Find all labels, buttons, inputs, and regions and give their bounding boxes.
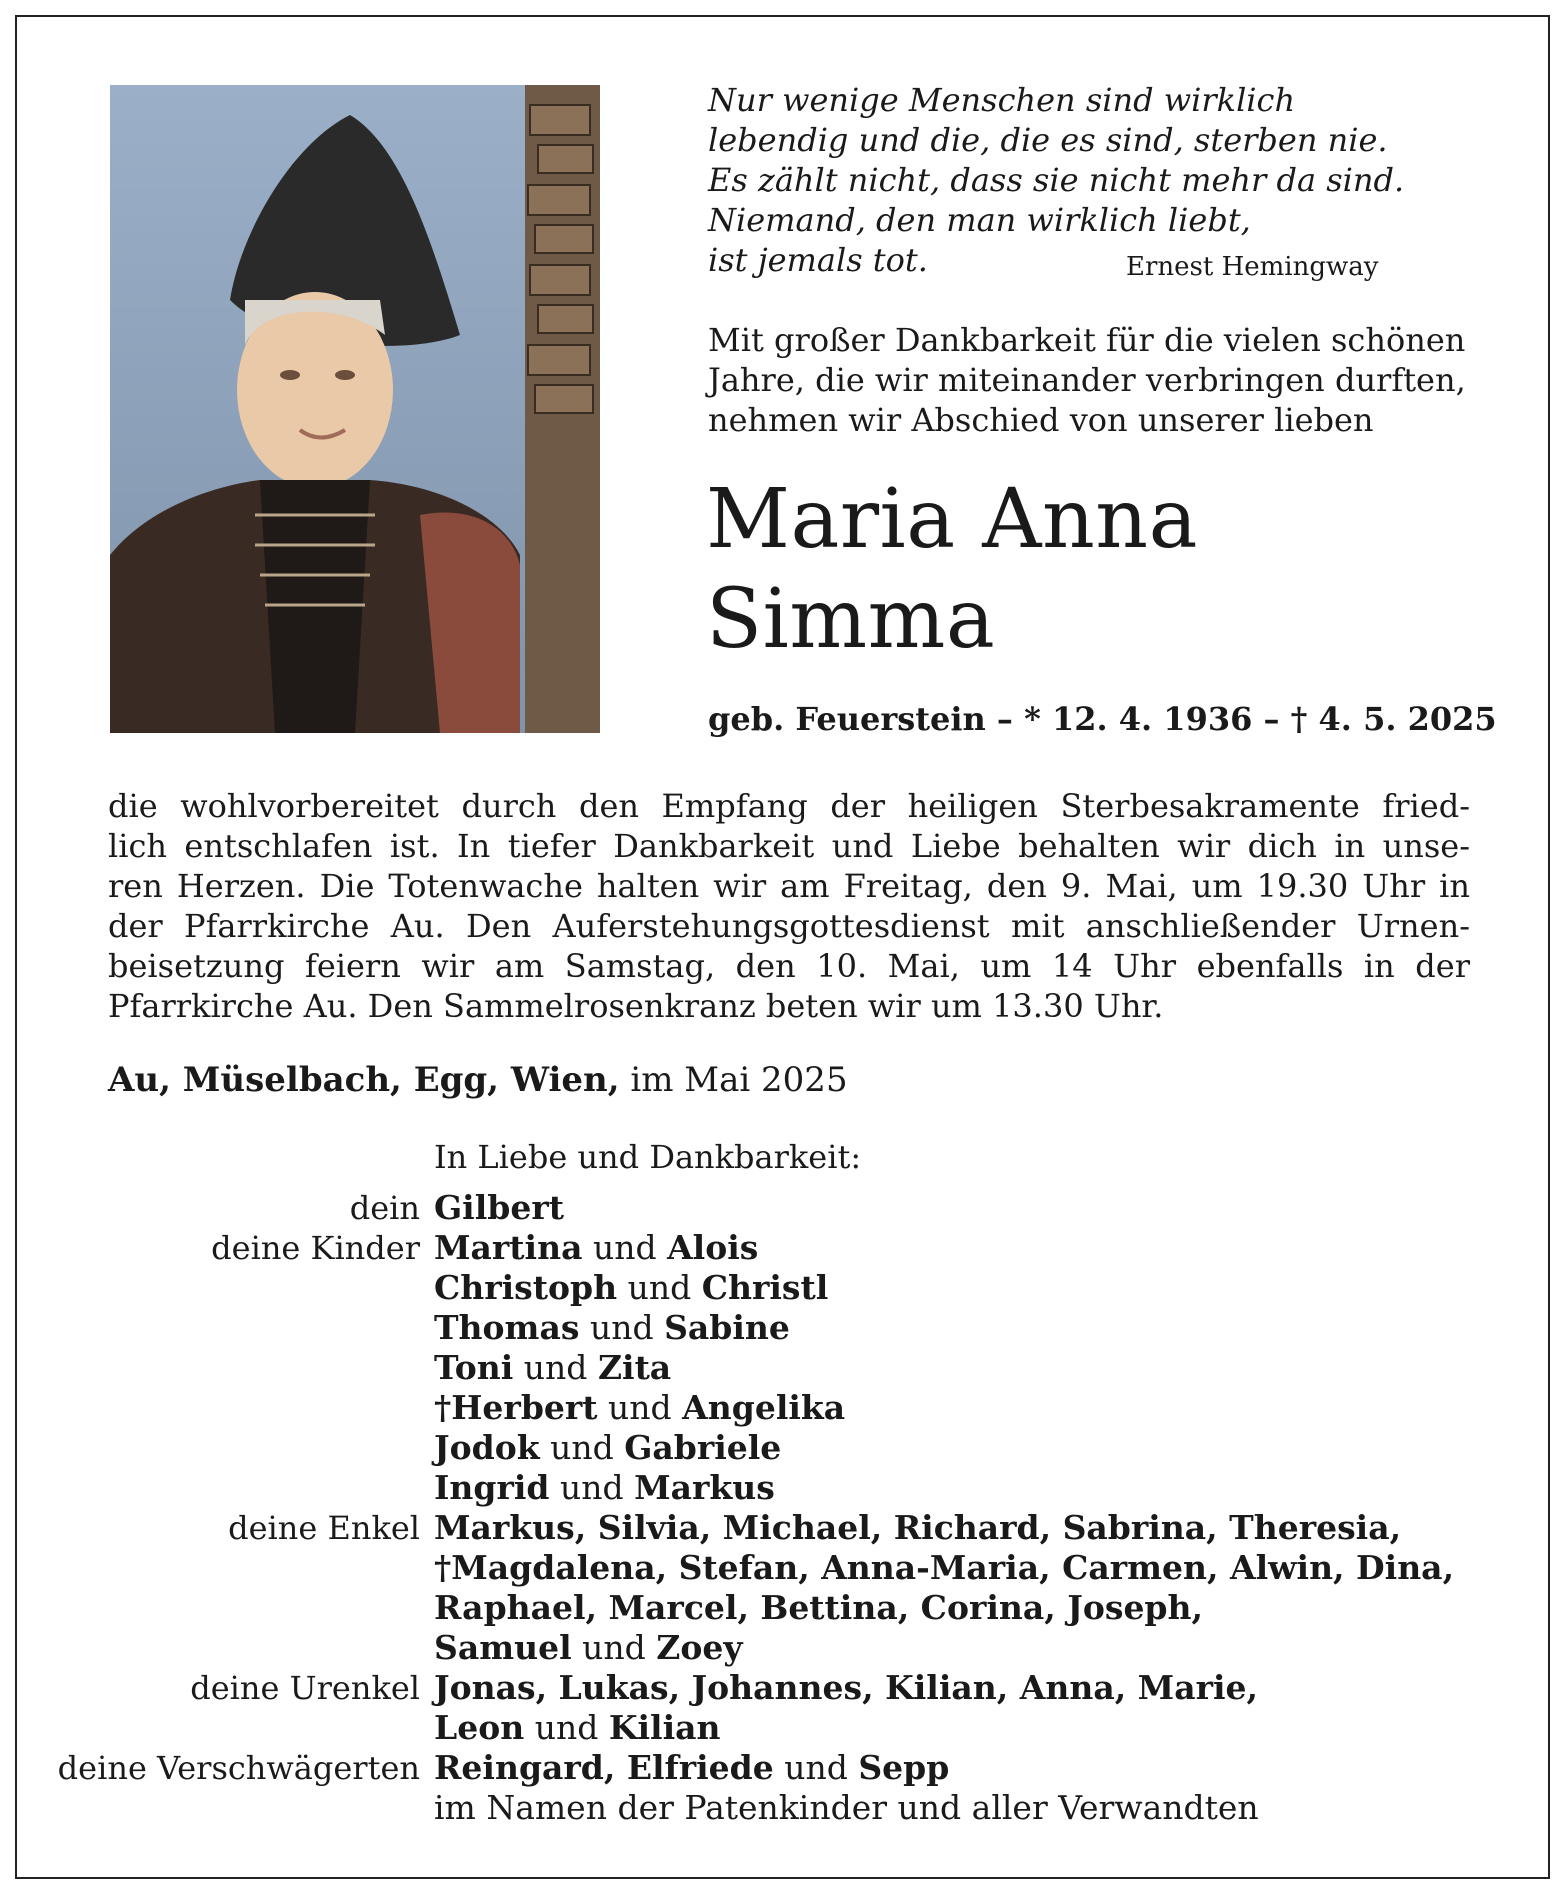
body-line: lich entschlafen ist. In tiefer Dankbarkeit und Liebe behalten wir dich in unse- xyxy=(108,827,1470,865)
relative-names xyxy=(434,1228,758,1268)
family-row xyxy=(0,1348,1567,1388)
intro-line: nehmen wir Abschied von unserer lieben xyxy=(708,401,1374,439)
relative-name: Raphael, Marcel, Bettina, Corina, Joseph, xyxy=(434,1588,1203,1627)
relative-name: Zoey xyxy=(656,1628,743,1667)
family-row xyxy=(0,1228,1567,1268)
relative-names xyxy=(434,1388,845,1428)
relative-names xyxy=(434,1588,1203,1628)
family-row xyxy=(0,1588,1567,1628)
quote-line: lebendig und die, die es sind, sterben nie. xyxy=(708,121,1388,159)
relation-label: dein xyxy=(349,1189,420,1227)
relative-name: Samuel xyxy=(434,1628,572,1667)
quote-line: Niemand, den man wirklich liebt, xyxy=(708,201,1251,239)
deceased-name xyxy=(706,470,1198,670)
relative-name: †Magdalena, Stefan, Anna-Maria, Carmen, Alwin, Dina, xyxy=(434,1548,1455,1587)
quote-author: Ernest Hemingway xyxy=(1126,252,1379,282)
family-row xyxy=(0,1428,1567,1468)
relative-name: Toni xyxy=(434,1348,514,1387)
connector-text: und xyxy=(579,1308,665,1347)
relative-name: Gabriele xyxy=(624,1428,782,1467)
relative-name: Jodok xyxy=(434,1428,540,1467)
family-row xyxy=(0,1268,1567,1308)
relative-names xyxy=(434,1428,781,1468)
connector-text: und xyxy=(773,1748,859,1787)
quote-line: Es zählt nicht, dass sie nicht mehr da sind. xyxy=(708,161,1405,199)
relation-label: deine Kinder xyxy=(211,1229,420,1267)
relative-name: Christl xyxy=(701,1268,829,1307)
relative-name: †Herbert xyxy=(434,1388,598,1427)
relative-names xyxy=(434,1628,743,1668)
intro-text xyxy=(708,320,1498,440)
relative-name: Ingrid xyxy=(434,1468,550,1507)
connector-text: und xyxy=(582,1228,668,1267)
relative-names xyxy=(434,1788,1259,1828)
relation-label: deine Verschwägerten xyxy=(57,1749,420,1787)
family-row xyxy=(0,1508,1567,1548)
family-row xyxy=(0,1628,1567,1668)
family-row xyxy=(0,1548,1567,1588)
relative-names xyxy=(434,1548,1454,1588)
relation-label: deine Enkel xyxy=(228,1509,420,1547)
connector-text: und xyxy=(571,1628,657,1667)
connector-text: und xyxy=(539,1428,625,1467)
connector-text: und xyxy=(617,1268,702,1307)
intro-line: Mit großer Dankbarkeit für die vielen schönen xyxy=(708,321,1466,359)
hemingway-quote xyxy=(708,80,1408,280)
connector-text: und xyxy=(549,1468,635,1507)
relative-name: Leon xyxy=(434,1708,525,1747)
body-line: die wohlvorbereitet durch den Empfang der heiligen Sterbesakramente fried- xyxy=(108,787,1470,825)
relative-names xyxy=(434,1708,721,1748)
family-row xyxy=(0,1668,1567,1708)
portrait-photo xyxy=(110,85,600,733)
relative-name: Christoph xyxy=(434,1268,618,1307)
relative-names xyxy=(434,1188,564,1228)
quote-line: ist jemals tot. xyxy=(708,241,928,279)
relative-name: Reingard, Elfriede xyxy=(434,1748,774,1787)
relative-names xyxy=(434,1268,828,1308)
connector-text: im Namen der Patenkinder und aller Verwandten xyxy=(434,1788,1259,1827)
relative-name: Markus xyxy=(634,1468,775,1507)
relative-name: Sepp xyxy=(858,1748,950,1787)
deceased-first-names: Maria Anna xyxy=(706,472,1198,567)
place-date-text: im Mai 2025 xyxy=(619,1060,848,1100)
connector-text: und xyxy=(524,1708,609,1747)
place-date xyxy=(108,1060,848,1100)
body-line: der Pfarrkirche Au. Den Auferstehungsgottesdienst mit anschließender Urnen- xyxy=(108,907,1470,945)
intro-line: Jahre, die wir miteinander verbringen durften, xyxy=(708,361,1466,399)
connector-text: und xyxy=(513,1348,598,1387)
family-list xyxy=(0,1188,1567,1828)
family-row xyxy=(0,1708,1567,1748)
connector-text: und xyxy=(597,1388,683,1427)
relative-names xyxy=(434,1468,775,1508)
family-row xyxy=(0,1748,1567,1788)
relative-name: Gilbert xyxy=(434,1188,564,1227)
relative-name: Sabine xyxy=(664,1308,790,1347)
relative-names xyxy=(434,1348,671,1388)
quote-line: Nur wenige Menschen sind wirklich xyxy=(708,81,1296,119)
deceased-surname: Simma xyxy=(706,572,996,667)
body-line: ren Herzen. Die Totenwache halten wir am Freitag, den 9. Mai, um 19.30 Uhr in xyxy=(108,867,1470,905)
relation-label: deine Urenkel xyxy=(190,1669,420,1707)
relative-names xyxy=(434,1748,949,1788)
relative-names xyxy=(434,1668,1258,1708)
family-row xyxy=(0,1308,1567,1348)
announcement-body xyxy=(108,786,1470,1026)
relative-names xyxy=(434,1508,1401,1548)
relative-name: Angelika xyxy=(682,1388,846,1427)
relative-name: Markus, Silvia, Michael, Richard, Sabrina, Theresia, xyxy=(434,1508,1402,1547)
place-locations: Au, Müselbach, Egg, Wien, xyxy=(108,1060,620,1100)
family-row xyxy=(0,1788,1567,1828)
birth-death-line: geb. Feuerstein – * 12. 4. 1936 – † 4. 5. 2025 xyxy=(708,700,1497,738)
relative-names xyxy=(434,1308,790,1348)
relative-name: Martina xyxy=(434,1228,583,1267)
signoff: In Liebe und Dankbarkeit: xyxy=(434,1138,862,1176)
relative-name: Jonas, Lukas, Johannes, Kilian, Anna, Marie, xyxy=(434,1668,1259,1707)
family-row xyxy=(0,1468,1567,1508)
body-line: Pfarrkirche Au. Den Sammelrosenkranz beten wir um 13.30 Uhr. xyxy=(108,987,1164,1025)
relative-name: Thomas xyxy=(434,1308,580,1347)
body-line: beisetzung feiern wir am Samstag, den 10. Mai, um 14 Uhr ebenfalls in der xyxy=(108,947,1470,985)
relative-name: Kilian xyxy=(608,1708,721,1747)
relative-name: Alois xyxy=(667,1228,759,1267)
relative-name: Zita xyxy=(597,1348,672,1387)
family-row xyxy=(0,1188,1567,1228)
family-row xyxy=(0,1388,1567,1428)
